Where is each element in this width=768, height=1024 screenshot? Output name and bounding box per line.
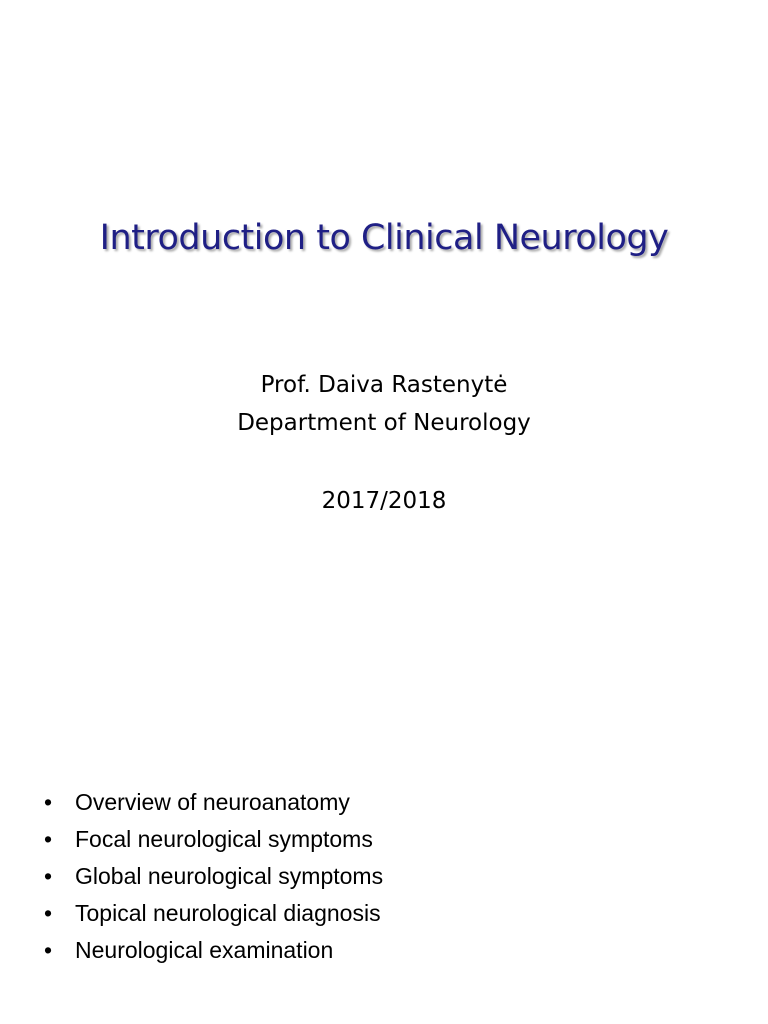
- list-item: [44, 784, 383, 821]
- topic-text: Topical neurological diagnosis: [75, 900, 381, 926]
- author-block: [0, 366, 768, 520]
- bullet-icon: •: [44, 863, 53, 889]
- bullet-icon: •: [44, 789, 53, 815]
- topic-text: Overview of neuroanatomy: [75, 789, 350, 815]
- bullet-icon: •: [44, 900, 53, 926]
- list-item: [44, 821, 383, 858]
- page-title: Introduction to Clinical Neurology: [99, 218, 669, 258]
- author-name: Prof. Daiva Rastenytė: [260, 372, 508, 398]
- bullet-icon: •: [44, 826, 53, 852]
- list-item: [44, 932, 383, 969]
- topic-text: Neurological examination: [75, 937, 334, 963]
- academic-year: 2017/2018: [321, 488, 447, 514]
- list-item: [44, 858, 383, 895]
- department-name: Department of Neurology: [237, 410, 531, 436]
- list-item: [44, 895, 383, 932]
- topics-list: [44, 784, 383, 969]
- topic-text: Global neurological symptoms: [75, 863, 384, 889]
- bullet-icon: •: [44, 937, 53, 963]
- topic-text: Focal neurological symptoms: [75, 826, 373, 852]
